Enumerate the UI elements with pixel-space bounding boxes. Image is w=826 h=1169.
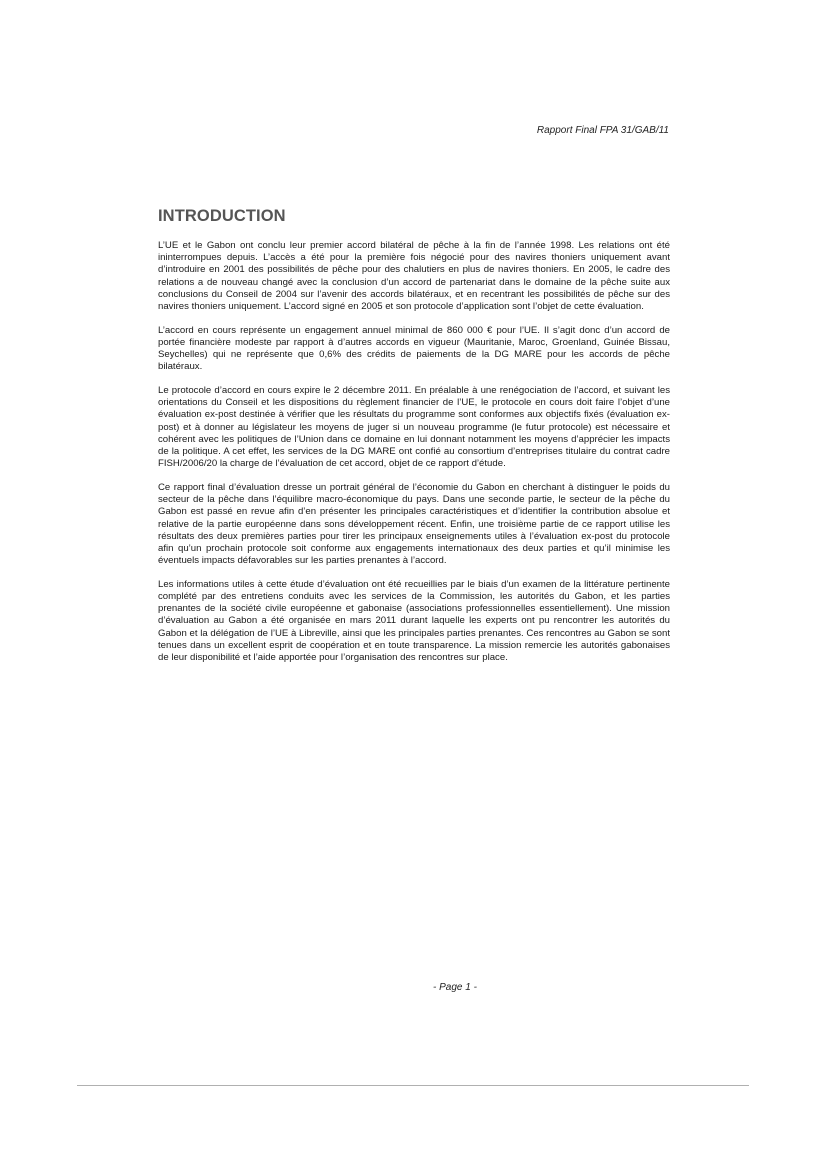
footer-divider bbox=[77, 1085, 749, 1086]
section-heading: INTRODUCTION bbox=[158, 207, 286, 225]
paragraph-protocol-expiry: Le protocole d’accord en cours expire le 2 décembre 2011. En préalable à une renégociation de l’accord, et suivant les orientations du Conseil et les dispositions du règlement financier de l’UE, le protocole en cours doit faire l’objet d’une évaluation ex-post destinée à vérifier que les résultats du programme sont conformes aux objectifs fixés (évaluation ex-post) et à donner au législateur les moyens de juger si un nouveau programme (le futur protocole) est nécessaire et cohérent avec les politiques de l’Union dans ce domaine en lui donnant notamment les moyens d’apprécier les impacts de la politique. A cet effet, les services de la DG MARE ont confié au consortium d’entreprises titulaire du contrat cadre FISH/2006/20 la charge de l’évaluation de cet accord, objet de ce rapport d’étude. bbox=[158, 385, 670, 470]
paragraph-history: L’UE et le Gabon ont conclu leur premier accord bilatéral de pêche à la fin de l’année 1998. Les relations ont été ininterrompues depuis. L’accès a été pour la première fois négocié pour des navires thoniers uniquement avant d’introduire en 2001 des possibilités de pêche pour des chalutiers en plus de navires thoniers. En 2005, le cadre des relations a de nouveau changé avec la conclusion d’un accord de partenariat dans le domaine de la pêche suite aux conclusions du Conseil de 2004 sur l’avenir des accords bilatéraux, et en recentrant les possibilités de pêche sur des navires thoniers uniquement. L’accord signé en 2005 et son protocole d’application sont l’objet de cette évaluation. bbox=[158, 240, 670, 313]
paragraph-report-structure: Ce rapport final d’évaluation dresse un portrait général de l’économie du Gabon en cherchant à distinguer le poids du secteur de la pêche dans l’équilibre macro-économique du pays. Dans une seconde partie, le secteur de la pêche du Gabon est passé en revue afin d’en présenter les principales caractéristiques et d’identifier la contribution absolue et relative de la partie européenne dans sons développement récent. Enfin, une troisième partie de ce rapport utilise les résultats des deux premières parties pour tirer les principaux enseignements utiles à l’évaluation ex-post du protocole afin qu’un prochain protocole soit conforme aux engagements internationaux des deux parties et qu’il minimise les éventuels impacts défavorables sur les parties prenantes à l’accord. bbox=[158, 481, 670, 567]
running-header: Rapport Final FPA 31/GAB/11 bbox=[536, 125, 669, 136]
page-number: - Page 1 - bbox=[433, 982, 477, 993]
paragraph-financial-commitment: L’accord en cours représente un engagement annuel minimal de 860 000 € pour l’UE. Il s’agit donc d’un accord de portée financière modeste par rapport à d’autres accords en vigueur (Mauritanie, Maroc, Groenland, Guinée Bissau, Seychelles) qui ne représente que 0,6% des crédits de paiements de la DG MARE pour les accords de pêche bilatéraux. bbox=[158, 324, 670, 373]
page-content bbox=[158, 207, 670, 676]
paragraph-methodology: Les informations utiles à cette étude d’évaluation ont été recueillies par le biais d’un examen de la littérature pertinente complété par des entretiens conduits avec les services de la Commission, les autorités du Gabon, et les parties prenantes de la société civile européenne et gabonaise (associations professionnelles essentiellement). Une mission d’évaluation au Gabon a été organisée en mars 2011 durant laquelle les experts ont pu rencontrer les autorités du Gabon et la délégation de l’UE à Libreville, ainsi que les principales parties prenantes. Ces rencontres au Gabon se sont tenues dans un excellent esprit de coopération et en toute transparence. La mission remercie les autorités gabonaises de leur disponibilité et l’aide apportée pour l’organisation des rencontres sur place. bbox=[158, 578, 670, 664]
